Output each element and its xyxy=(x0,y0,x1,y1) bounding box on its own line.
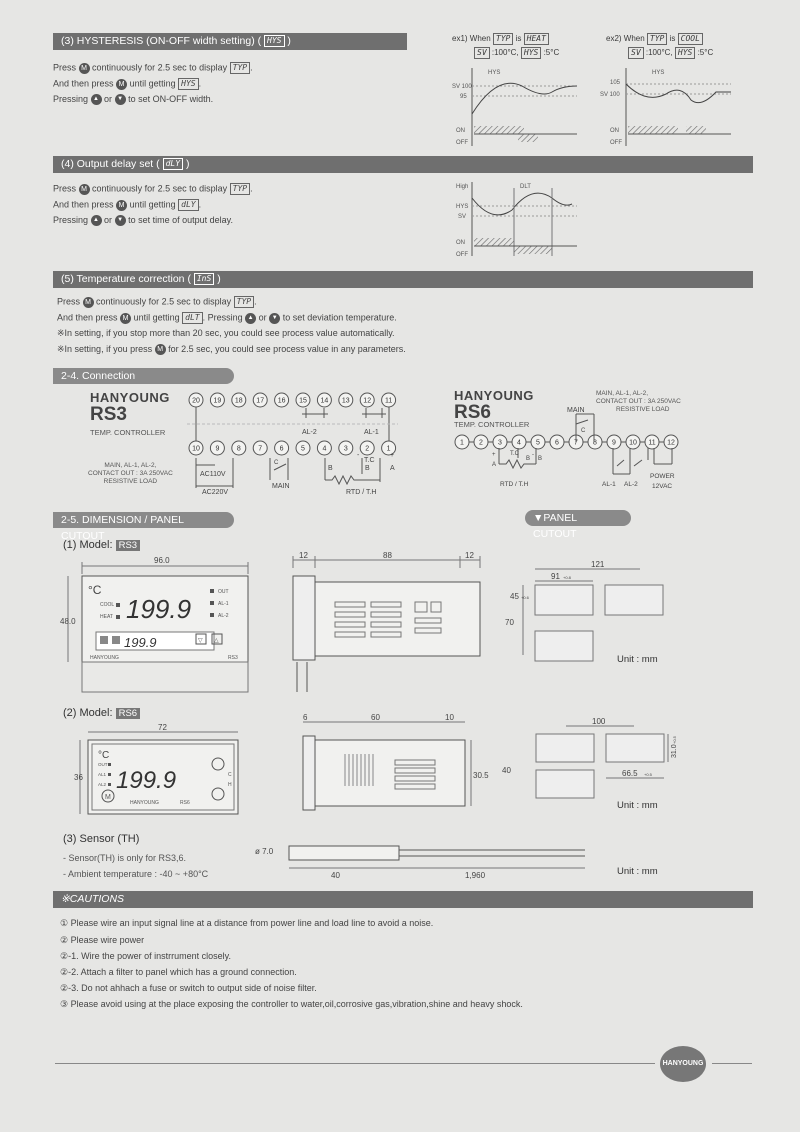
rs6-unit: Unit : mm xyxy=(617,800,658,811)
text: or xyxy=(104,94,113,104)
hysteresis-code: HYS xyxy=(264,35,284,47)
ex1-hys: HYS xyxy=(488,70,501,76)
rs6-unit-c: °C xyxy=(98,750,110,761)
rs6-terminal: 10 xyxy=(629,439,637,447)
rs3-terminal: 18 xyxy=(234,397,243,405)
rs6-al2: AL2 xyxy=(98,782,107,787)
rs3-note xyxy=(88,462,173,486)
rs6-side-view xyxy=(295,710,505,820)
delay-code: dLY xyxy=(163,158,183,170)
ex2-hys: HYS xyxy=(652,70,665,76)
correction-title: (5) Temperature correction ( xyxy=(61,273,191,285)
rs3-panel-cutout xyxy=(505,555,675,665)
rs3-side-c: 12 xyxy=(465,551,474,560)
text: :100°C, xyxy=(491,48,519,57)
text: or xyxy=(258,312,267,323)
ex1-ytop: SV 100 xyxy=(452,84,472,90)
hysteresis-section-bar xyxy=(53,33,407,50)
sensor-len2: 1,960 xyxy=(465,871,486,880)
delay-hys: HYS xyxy=(456,204,469,210)
footer-rule xyxy=(55,1063,655,1064)
delay-on: ON xyxy=(456,240,465,246)
rs6-h: H xyxy=(228,782,232,788)
rs3-unit: Unit : mm xyxy=(617,654,658,665)
rs3-al1: AL-1 xyxy=(364,429,379,436)
caution-item: ② Please wire power xyxy=(60,935,145,945)
footer-rule-right xyxy=(712,1063,752,1064)
correction-close: ) xyxy=(217,273,221,285)
text: :5°C xyxy=(543,48,560,57)
display-code: COOL xyxy=(678,33,703,45)
rs6-terminal: 6 xyxy=(555,439,559,447)
rs3-terminal: 4 xyxy=(322,445,327,453)
rs3-b: B xyxy=(328,465,333,472)
hysteresis-close: ) xyxy=(287,35,291,47)
rs6-brand-plate: HANYOUNG xyxy=(130,800,159,806)
rs6-a: A xyxy=(492,462,497,468)
rs3-terminal: 16 xyxy=(277,397,286,405)
rs6-al1: AL1 xyxy=(98,772,107,777)
text: continuously for 2.5 sec to display xyxy=(92,62,228,73)
ex1-header xyxy=(452,32,602,60)
text: or xyxy=(104,215,113,225)
svg-text:C: C xyxy=(274,460,279,466)
rs6-main: MAIN xyxy=(567,407,585,414)
rs3-a: A xyxy=(390,465,395,472)
text: (1) Model: xyxy=(63,539,113,551)
up-key-icon: ▲ xyxy=(245,313,256,324)
rs6-model: RS6 xyxy=(454,402,491,423)
delay-off: OFF xyxy=(456,252,468,258)
rs3-terminal: 3 xyxy=(343,445,348,453)
delay-title: (4) Output delay set ( xyxy=(61,158,160,170)
ex1-ylow: 95 xyxy=(460,94,467,100)
rs6-side-b: 60 xyxy=(371,713,380,722)
display-code: TYP xyxy=(230,62,250,74)
text: until getting xyxy=(133,312,180,323)
rs6-minus: - xyxy=(532,452,534,458)
ex2-hysteresis-graph xyxy=(600,64,736,154)
caution-item: ③ Please avoid using at the place exposing the controller to water,oil,corrosive gas,vibration,shine and heavy shock. xyxy=(60,999,523,1009)
rs3-terminal: 6 xyxy=(279,445,284,453)
rs6-power: POWER xyxy=(650,473,675,480)
rs6-c: C xyxy=(228,772,232,778)
rs6-tag-plate: RS6 xyxy=(180,800,190,806)
rs6-al2: AL-2 xyxy=(624,481,638,488)
text: until getting xyxy=(129,199,176,210)
display-code: dLY xyxy=(178,199,198,211)
rs6-brand: HANYOUNG xyxy=(454,388,534,403)
rs3-terminal: 14 xyxy=(320,397,329,405)
text: to set deviation temperature. xyxy=(282,312,397,323)
rs3-terminal: 20 xyxy=(192,397,200,405)
ex2-ylow: SV 100 xyxy=(600,92,620,98)
down-key-icon: ▼ xyxy=(115,215,126,226)
m-key-icon: M xyxy=(116,79,127,90)
rs3-unit-c: °C xyxy=(88,583,102,597)
rs3-ac220: AC220V xyxy=(202,489,229,496)
rs3-tag-plate: RS3 xyxy=(228,655,238,661)
rs3-cut-y-tol: +0.6 xyxy=(521,595,529,600)
ex2-header xyxy=(606,32,756,60)
rs6-terminal: 1 xyxy=(460,439,464,447)
ex2-on: ON xyxy=(610,128,619,134)
rs6-terminal: 7 xyxy=(574,439,578,447)
text: RESISTIVE LOAD xyxy=(616,406,670,413)
text: until getting xyxy=(129,78,176,89)
text: Press xyxy=(57,296,81,307)
sensor-unit: Unit : mm xyxy=(617,866,658,877)
text: CONTACT OUT : 3A 250VAC xyxy=(596,398,681,405)
rs6-c: C xyxy=(581,428,586,434)
display-code: SV xyxy=(474,47,490,59)
rs3-brand-plate: HANYOUNG xyxy=(90,655,119,661)
text: CONTACT OUT : 3A 250VAC xyxy=(88,470,173,477)
rs3-side-b: 88 xyxy=(383,551,392,560)
rs3-terminal: 11 xyxy=(384,397,393,405)
text: Pressing xyxy=(53,215,89,225)
display-code: TYP xyxy=(234,296,254,308)
text: MAIN, AL-1, AL-2, xyxy=(596,390,649,397)
rs3-side-view xyxy=(285,552,485,697)
sensor-drawing xyxy=(255,840,595,880)
display-code: TYP xyxy=(647,33,667,45)
rs6-power-v: 12VAC xyxy=(652,483,673,490)
rs3-front-view xyxy=(60,554,260,696)
sensor-diameter: ø 7.0 xyxy=(255,847,274,856)
up-key-icon: ▲ xyxy=(91,94,102,105)
text: And then press xyxy=(53,199,114,210)
rs3-cut-x-tol: +0.8 xyxy=(563,575,571,580)
rs3-height: 48.0 xyxy=(60,617,76,626)
text: ※In setting, if you press xyxy=(57,344,153,354)
ex2-ytop: 105 xyxy=(610,80,621,86)
caution-item: ②-3. Do not ahhach a fuse or switch to output side of noise filter. xyxy=(60,983,317,993)
delay-sv: SV xyxy=(458,214,467,220)
text: is xyxy=(669,34,676,43)
ex2-off: OFF xyxy=(610,140,622,146)
rs3-al2: AL-2 xyxy=(302,429,317,436)
rs3-ac110: AC110V xyxy=(200,471,226,478)
delay-high: High xyxy=(456,184,469,190)
display-code: dLT xyxy=(182,312,202,324)
delay-close: ) xyxy=(185,158,190,170)
ex1-on: ON xyxy=(456,128,465,134)
rs6-terminal: 11 xyxy=(648,439,656,447)
rs3-out: OUT xyxy=(218,589,229,595)
text: :5°C xyxy=(697,48,714,57)
rs6-rtd: RTD / T.H xyxy=(500,481,529,488)
ex1-off: OFF xyxy=(456,140,468,146)
rs6-terminal: 3 xyxy=(498,439,502,447)
cautions-title: ※CAUTIONS xyxy=(61,893,125,905)
rs6-side-height: 30.5 xyxy=(473,771,489,780)
m-key-icon: M xyxy=(79,63,90,74)
sensor-len1: 40 xyxy=(331,871,340,880)
display-code: TYP xyxy=(230,183,250,195)
text: continuously for 2.5 sec to display xyxy=(92,183,228,194)
hanyoung-logo xyxy=(660,1046,706,1082)
rs3-terminal: 9 xyxy=(215,445,220,453)
correction-section-bar xyxy=(53,271,753,288)
rs3-main: MAIN xyxy=(272,483,290,490)
rs3-terminal: 5 xyxy=(301,445,305,453)
rs6-terminal: 12 xyxy=(667,439,675,447)
rs3-model: RS3 xyxy=(90,404,127,425)
sensor-heading: (3) Sensor (TH) xyxy=(63,833,140,845)
dimension-label: 2-5. DIMENSION / PANEL CUTOUT xyxy=(53,512,234,528)
svg-text:△: △ xyxy=(214,638,219,644)
rs6-terminal: 9 xyxy=(612,439,616,447)
text: for 2.5 sec, you could see process value in any parameters. xyxy=(168,344,406,354)
text: MAIN, AL-1, AL-2, xyxy=(104,462,157,469)
caution-item: ②-1. Wire the power of instrrument closely. xyxy=(60,951,231,961)
rs6-tc: T.C xyxy=(510,451,519,457)
rs6-width: 72 xyxy=(158,723,167,732)
text: And then press xyxy=(53,78,114,89)
rs3-terminal: 19 xyxy=(213,397,222,405)
rs6-terminal: 2 xyxy=(479,439,483,447)
display-code: TYP xyxy=(493,33,513,45)
model-tag: RS3 xyxy=(116,540,140,551)
text: ex1) When xyxy=(452,34,491,43)
rs3-wiring-diagram xyxy=(182,390,407,500)
model-tag: RS6 xyxy=(116,708,140,719)
rs6-cut-x: 66.5 xyxy=(622,769,638,778)
logo-text: HANYOUNG xyxy=(662,1060,704,1067)
text: And then press xyxy=(57,312,118,323)
rs6-pv-display: 199.9 xyxy=(116,767,177,794)
delay-section-bar xyxy=(53,156,753,173)
rs6-side-c: 10 xyxy=(445,713,454,722)
rs3-terminal: 1 xyxy=(386,445,391,453)
rs6-b: B xyxy=(526,456,531,462)
rs3-terminal: 8 xyxy=(236,445,241,453)
panel-cutout-label: ▼PANEL CUTOUT xyxy=(525,510,631,526)
cautions-bar xyxy=(53,891,753,908)
text: is xyxy=(515,34,522,43)
connection-label: 2-4. Connection xyxy=(53,368,234,384)
rs6-subtitle: TEMP. CONTROLLER xyxy=(454,420,530,429)
text: :100°C, xyxy=(645,48,673,57)
rs3-terminal: 12 xyxy=(363,397,372,405)
rs3-plus: + xyxy=(390,452,395,459)
rs3-terminal: 13 xyxy=(341,397,350,405)
up-key-icon: ▲ xyxy=(91,215,102,226)
m-key-icon: M xyxy=(116,200,127,211)
rs3-b2: B xyxy=(365,465,370,472)
rs3-subtitle: TEMP. CONTROLLER xyxy=(90,428,166,437)
rs3-model-heading xyxy=(63,539,140,551)
rs6-cut-y: 31.0 xyxy=(671,744,678,758)
rs3-side-a: 12 xyxy=(299,551,308,560)
caution-item: ②-2. Attach a filter to panel which has a ground connection. xyxy=(60,967,297,977)
rs3-pv-display: 199.9 xyxy=(126,594,192,624)
delay-graph xyxy=(452,178,582,262)
hysteresis-instructions: Press M continuously for 2.5 sec to display TYP . And then press M until getting HYS . Pressing ▲ or ▼ to set ON-OFF width. xyxy=(53,62,253,104)
display-code: SV xyxy=(628,47,644,59)
down-key-icon: ▼ xyxy=(269,313,280,324)
display-code: HYS xyxy=(178,78,198,90)
svg-text:▽: ▽ xyxy=(198,638,203,644)
rs6-plus: + xyxy=(492,452,496,458)
rs6-m: M xyxy=(105,794,111,801)
correction-instructions: Press M continuously for 2.5 sec to display TYP . And then press M until getting dLT . Pressing ▲ or ▼ to set deviation temperature. ※In setting, if you stop more than 20 sec, you could see process value automatically. ※In setting, if you press M for 2.5 sec, you could see process value in any parameters. xyxy=(57,296,406,354)
rs3-cut-v: 70 xyxy=(505,618,514,627)
correction-code: InS xyxy=(194,273,214,285)
rs6-terminal: 5 xyxy=(536,439,540,447)
m-key-icon: M xyxy=(155,344,166,355)
correction-note1: ※In setting, if you stop more than 20 sec, you could see process value automatically. xyxy=(57,328,395,338)
rs3-terminal: 17 xyxy=(256,397,265,405)
rs3-cool: COOL xyxy=(100,602,115,608)
text: Press xyxy=(53,183,77,194)
sensor-note2: - Ambient temperature : -40 ~ +80°C xyxy=(63,869,209,879)
display-code: HEAT xyxy=(524,33,549,45)
display-code: HYS xyxy=(675,47,695,59)
rs3-terminal: 2 xyxy=(365,445,370,453)
text: (2) Model: xyxy=(63,707,113,719)
rs6-b2: B xyxy=(538,456,543,462)
rs3-width: 96.0 xyxy=(154,556,170,565)
rs3-brand: HANYOUNG xyxy=(90,390,170,405)
delay-dlt: DLT xyxy=(520,184,531,190)
rs6-cut-x-tol: +0.5 xyxy=(644,772,652,777)
rs3-rtd: RTD / T.H xyxy=(346,489,377,496)
text: to set ON-OFF width. xyxy=(128,94,214,104)
sensor-note1: - Sensor(TH) is only for RS3,6. xyxy=(63,853,187,863)
text: Press xyxy=(53,62,77,73)
caution-item: ① Please wire an input signal line at a distance from power line and load line to avoid a noise. xyxy=(60,918,434,928)
rs3-cut-y: 45 xyxy=(510,592,519,601)
display-code: HYS xyxy=(521,47,541,59)
rs3-minus: - xyxy=(357,452,360,459)
rs6-model-heading xyxy=(63,707,140,719)
text: to set time of output delay. xyxy=(128,215,233,225)
rs6-al1: AL-1 xyxy=(602,481,616,488)
rs3-al2: AL-2 xyxy=(218,613,229,619)
rs6-terminal: 4 xyxy=(517,439,521,447)
rs6-side-40: 40 xyxy=(502,766,511,775)
rs6-wiring-diagram xyxy=(452,400,682,500)
rs3-sv-display: 199.9 xyxy=(124,635,157,650)
rs6-out: OUT xyxy=(98,762,108,767)
rs6-terminal: 8 xyxy=(593,439,597,447)
m-key-icon: M xyxy=(120,313,131,324)
text: . Pressing xyxy=(202,312,243,323)
rs3-cut-x: 91 xyxy=(551,572,560,581)
m-key-icon: M xyxy=(83,297,94,308)
m-key-icon: M xyxy=(79,184,90,195)
rs6-height: 36 xyxy=(74,773,83,782)
rs6-cut-width: 100 xyxy=(592,717,606,726)
rs3-terminal: 7 xyxy=(258,445,263,453)
text: Pressing xyxy=(53,94,89,104)
rs3-terminal: 15 xyxy=(299,397,307,405)
rs3-tc: T.C xyxy=(364,457,375,464)
rs3-cut-width: 121 xyxy=(591,560,605,569)
rs6-cut-y-tol: +0.5 xyxy=(672,736,677,744)
text: continuously for 2.5 sec to display xyxy=(96,296,232,307)
down-key-icon: ▼ xyxy=(115,94,126,105)
rs6-side-a: 6 xyxy=(303,713,308,722)
rs3-al1: AL-1 xyxy=(218,601,229,607)
rs3-heat: HEAT xyxy=(100,614,113,620)
text: RESISTIVE LOAD xyxy=(103,478,158,485)
rs6-front-view xyxy=(60,722,260,822)
hysteresis-title: (3) HYSTERESIS (ON-OFF width setting) ( xyxy=(61,35,262,47)
rs3-terminal: 10 xyxy=(192,445,200,453)
delay-instructions: Press M continuously for 2.5 sec to display TYP . And then press M until getting dLY . Pressing ▲ or ▼ to set time of output delay. xyxy=(53,183,253,225)
text: ex2) When xyxy=(606,34,645,43)
ex1-hysteresis-graph xyxy=(452,64,582,154)
